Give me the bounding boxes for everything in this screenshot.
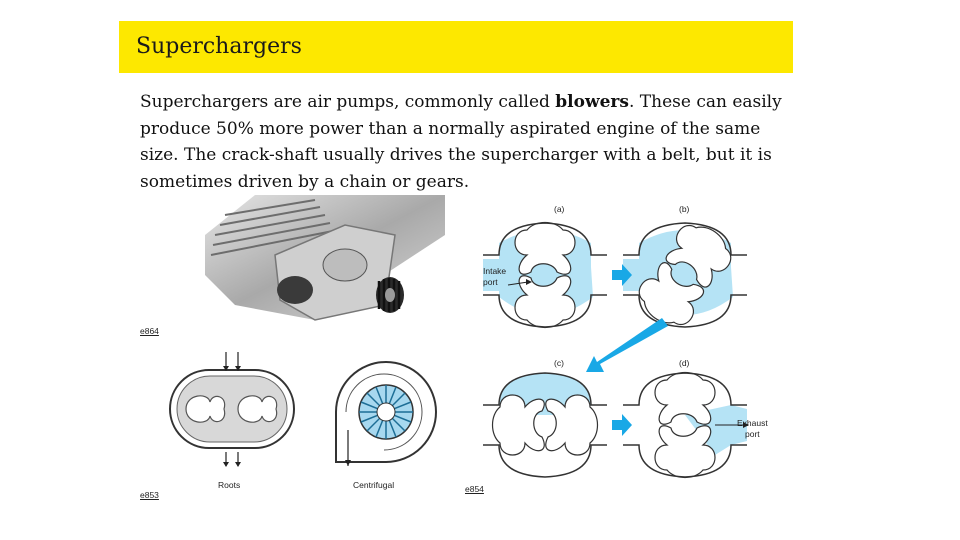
panel-b (623, 215, 747, 335)
blower-cycle-diagram (470, 200, 790, 485)
panel-a-label: (a) (554, 204, 565, 214)
paragraph-part2: . These can easily produce 50% more power than a normally aspirated engine of the same size. The crack-shaft usually drives the supercharger with a belt, but it is sometimes driven by a chain or gears. (140, 92, 782, 192)
roots-blower-diagram (168, 352, 298, 467)
intake-port-label: Intake port (483, 266, 507, 287)
panel-c-label: (c) (554, 358, 564, 368)
cycle-figure-id: e854 (465, 484, 484, 494)
title-bar (119, 21, 793, 73)
photo-figure-id: e864 (140, 326, 159, 336)
paragraph-part1: Superchargers are air pumps, commonly called (140, 92, 556, 112)
panel-c (483, 373, 607, 477)
paragraph-bold-term: blowers (555, 92, 629, 112)
body-paragraph (140, 89, 800, 195)
slide-title: Superchargers (136, 34, 302, 59)
types-figure-id: e853 (140, 490, 159, 500)
centrifugal-label: Centrifugal (353, 480, 395, 490)
supercharger-photo (195, 195, 445, 330)
panel-b-label: (b) (679, 204, 690, 214)
exhaust-port-label: Exhaust port (737, 418, 768, 439)
roots-label: Roots (218, 480, 241, 490)
centrifugal-blower-diagram (328, 352, 438, 472)
panel-d-label: (d) (679, 358, 690, 368)
panel-d (623, 373, 749, 478)
